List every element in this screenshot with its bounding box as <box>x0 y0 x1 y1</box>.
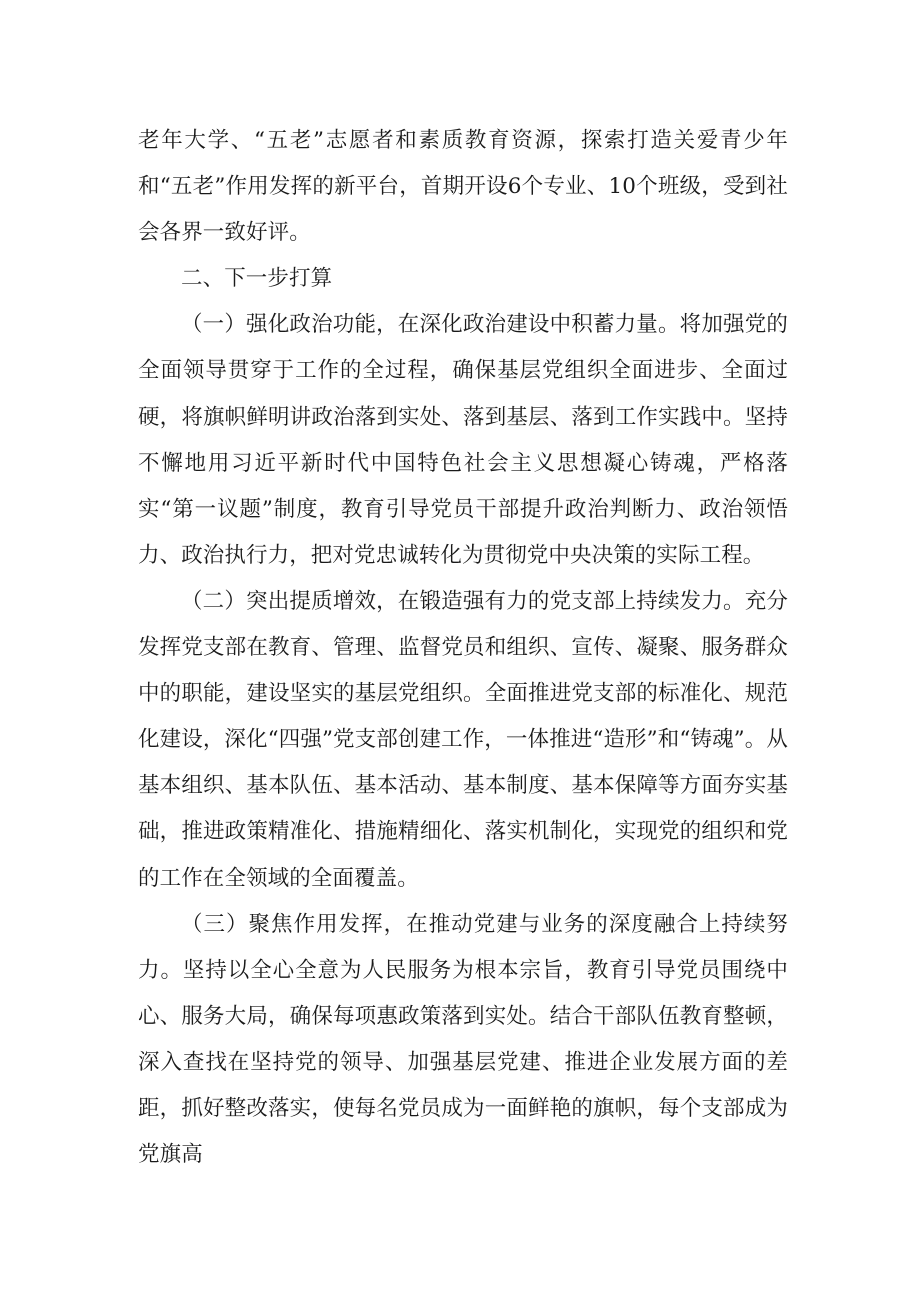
section-heading: 二、下一步打算 <box>181 266 333 292</box>
document-body <box>138 118 788 1178</box>
paragraph-item-3: （三）聚焦作用发挥，在推动党建与业务的深度融合上持续努力。坚持以全心全意为人民服务为根本宗旨，教育引导党员围绕中心、服务大局，确保每项惠政策落到实处。结合干部队伍教育整顿，深入查找在坚持党的领导、加强基层党建、推进企业发展方面的差距，抓好整改落实，使每名党员成为一面鲜艳的旗帜，每个支部成为党旗高 <box>138 911 788 1168</box>
paragraph-item-1: （一）强化政治功能，在深化政治建设中积蓄力量。将加强党的全面领导贯穿于工作的全过程，确保基层党组织全面进步、全面过硬，将旗帜鲜明讲政治落到实处、落到基层、落到工作实践中。坚持不懈地用习近平新时代中国特色社会主义思想凝心铸魂，严格落实“第一议题”制度，教育引导党员干部提升政治判断力、政治领悟力、政治执行力，把对党忠诚转化为贯彻党中央决策的实际工程。 <box>138 312 788 568</box>
paragraph-item-2: （二）突出提质增效，在锻造强有力的党支部上持续发力。充分发挥党支部在教育、管理、监督党员和组织、宣传、凝聚、服务群众中的职能，建设坚实的基层党组织。全面推进党支部的标准化、规范化建设，深化“四强”党支部创建工作，一体推进“造形”和“铸魂”。从基本组织、基本队伍、基本活动、基本制度、基本保障等方面夯实基础，推进政策精准化、措施精细化、落实机制化，实现党的组织和党的工作在全领域的全面覆盖。 <box>138 588 788 891</box>
paragraph-intro-continuation: 老年大学、“五老”志愿者和素质教育资源，探索打造关爱青少年和“五老”作用发挥的新平台，首期开设6个专业、10个班级，受到社会各界一致好评。 <box>138 128 788 246</box>
